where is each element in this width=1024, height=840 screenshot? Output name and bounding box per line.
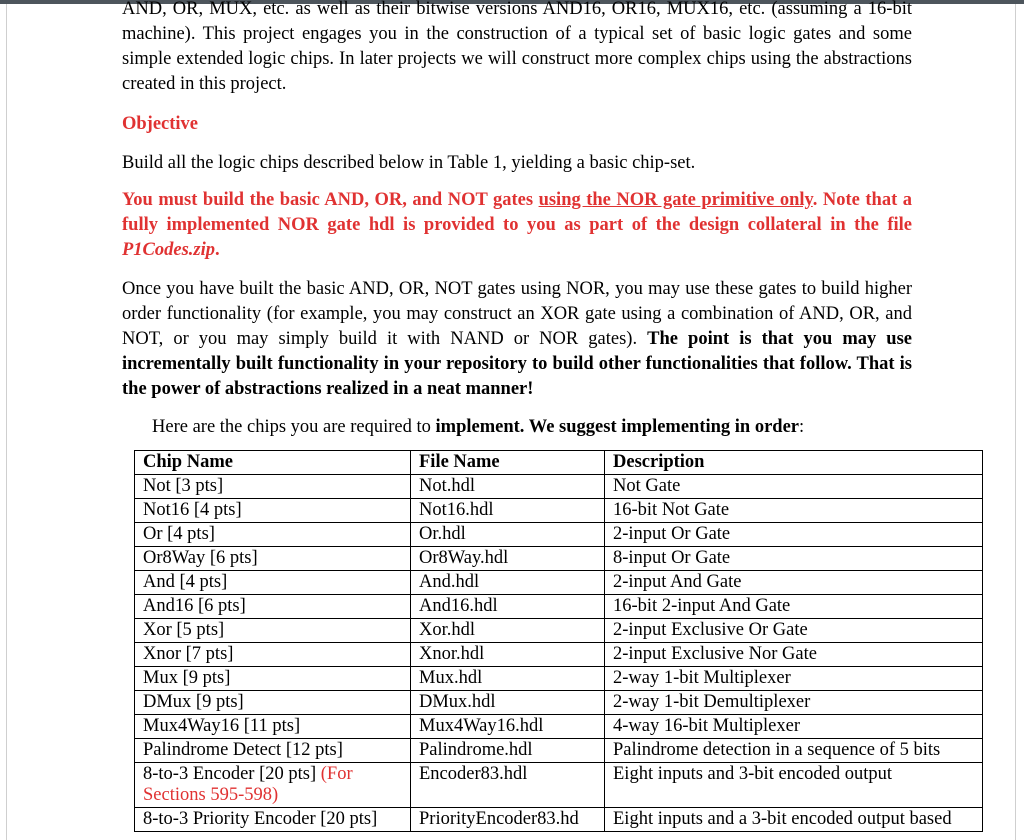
table-row [135, 643, 983, 667]
file-name-cell: Not.hdl [411, 475, 605, 499]
abstraction-paragraph [122, 277, 912, 402]
intro-paragraph: AND, OR, MUX, etc. as well as their bitwise versions AND16, OR16, MUX16, etc. (assuming a 16-bit machine). This project engages you in the construction of a typical set of basic logic gates and some simple extended logic chips. In later projects we will construct more complex chips using the abstractions created in this project. [122, 0, 912, 94]
description-cell: Eight inputs and 3-bit encoded output [605, 763, 983, 808]
table-row [135, 571, 983, 595]
nor-requirement-part4: . [215, 240, 220, 260]
nor-requirement-paragraph [122, 188, 912, 263]
chip-name-cell [135, 523, 411, 547]
document-page [6, 0, 1016, 840]
file-name-cell: Palindrome.hdl [411, 739, 605, 763]
chip-name: Xnor [7 pts] [143, 644, 234, 664]
objective-heading: Objective [122, 114, 199, 134]
table-row [135, 523, 983, 547]
description-cell: Not Gate [605, 475, 983, 499]
table-row [135, 475, 983, 499]
chip-name: And16 [6 pts] [143, 596, 246, 616]
table-header-row [135, 451, 983, 475]
file-name-cell: Encoder83.hdl [411, 763, 605, 808]
chips-intro [152, 415, 804, 440]
chips-intro-tail: : [799, 417, 805, 437]
description-cell: 8-input Or Gate [605, 547, 983, 571]
description-cell: 2-input Exclusive Or Gate [605, 619, 983, 643]
header-chip-name: Chip Name [135, 451, 411, 475]
file-name-cell: PriorityEncoder83.hd [411, 808, 605, 832]
chip-name: Mux4Way16 [11 pts] [143, 716, 301, 736]
chip-name-cell [135, 571, 411, 595]
chip-name-cell [135, 715, 411, 739]
chip-name: Mux [9 pts] [143, 668, 231, 688]
table-row [135, 691, 983, 715]
file-name-cell: Mux4Way16.hdl [411, 715, 605, 739]
table-row [135, 547, 983, 571]
description-cell: 4-way 16-bit Multiplexer [605, 715, 983, 739]
chip-name: Not16 [4 pts] [143, 500, 242, 520]
description-cell: 2-way 1-bit Demultiplexer [605, 691, 983, 715]
file-name-cell: And.hdl [411, 571, 605, 595]
chip-name-cell [135, 475, 411, 499]
chip-name: Not [3 pts] [143, 476, 224, 496]
chip-name-cell [135, 643, 411, 667]
zip-filename: P1Codes.zip [122, 240, 216, 260]
nor-requirement-part3: . Note that a fully implemented NOR gate hdl is provided to you as part of the design collateral in the file [122, 190, 912, 235]
nor-requirement-part1: You must build the basic AND, OR, and NOT gates [122, 190, 539, 210]
table-row [135, 667, 983, 691]
abstraction-normal-text: Once you have built the basic AND, OR, NOT gates using NOR, you may use these gates to build higher order functionality (for example, you may construct an XOR gate using a combination of AND, OR, and NOT, or you may simply build it with NAND or NOR gates). [122, 279, 912, 349]
file-name-cell: Or.hdl [411, 523, 605, 547]
table-body [135, 475, 983, 832]
description-cell: 16-bit Not Gate [605, 499, 983, 523]
chip-name: Xor [5 pts] [143, 620, 225, 640]
objective-paragraph: Build all the logic chips described below in Table 1, yielding a basic chip-set. [122, 153, 696, 173]
description-cell: 2-input Or Gate [605, 523, 983, 547]
chip-section-note: (For Sections 595-598) [143, 764, 353, 805]
table-row [135, 619, 983, 643]
chip-name-cell [135, 499, 411, 523]
description-cell: 2-input And Gate [605, 571, 983, 595]
file-name-cell: Not16.hdl [411, 499, 605, 523]
abstraction-bold-text: The point is that you may use incrementally built functionality in your repository to build other functionalities that follow. That is the power of abstractions realized in a neat manner! [122, 329, 912, 399]
chip-name: Palindrome Detect [12 pts] [143, 740, 343, 760]
header-description: Description [605, 451, 983, 475]
file-name-cell: Xor.hdl [411, 619, 605, 643]
description-cell: Eight inputs and a 3-bit encoded output based [605, 808, 983, 832]
chip-name-cell [135, 808, 411, 832]
table-row [135, 595, 983, 619]
table-row [135, 808, 983, 832]
nor-primitive-only-underlined: using the NOR gate primitive only [538, 190, 813, 210]
chip-name: Or8Way [6 pts] [143, 548, 258, 568]
chip-name: DMux [9 pts] [143, 692, 244, 712]
chips-intro-lead: Here are the chips you are required to [152, 417, 436, 437]
chips-intro-bold: implement. We suggest implementing in order [435, 417, 800, 437]
chip-name: And [4 pts] [143, 572, 228, 592]
description-cell: Palindrome detection in a sequence of 5 bits [605, 739, 983, 763]
table-row [135, 739, 983, 763]
file-name-cell: Or8Way.hdl [411, 547, 605, 571]
description-cell: 2-way 1-bit Multiplexer [605, 667, 983, 691]
file-name-cell: Mux.hdl [411, 667, 605, 691]
header-file-name: File Name [411, 451, 605, 475]
table-row [135, 499, 983, 523]
chip-name-cell [135, 619, 411, 643]
chips-table [134, 450, 983, 832]
file-name-cell: DMux.hdl [411, 691, 605, 715]
chip-name: 8-to-3 Encoder [20 pts] [143, 764, 321, 784]
table-row [135, 763, 983, 808]
chip-name-cell [135, 667, 411, 691]
table-row [135, 715, 983, 739]
file-name-cell: And16.hdl [411, 595, 605, 619]
description-cell: 16-bit 2-input And Gate [605, 595, 983, 619]
chip-name-cell [135, 595, 411, 619]
chip-name-cell [135, 763, 411, 808]
description-cell: 2-input Exclusive Nor Gate [605, 643, 983, 667]
chip-name-cell [135, 739, 411, 763]
chip-name-cell [135, 691, 411, 715]
file-name-cell: Xnor.hdl [411, 643, 605, 667]
chip-name: 8-to-3 Priority Encoder [20 pts] [143, 809, 378, 829]
chip-name-cell [135, 547, 411, 571]
chip-name: Or [4 pts] [143, 524, 215, 544]
